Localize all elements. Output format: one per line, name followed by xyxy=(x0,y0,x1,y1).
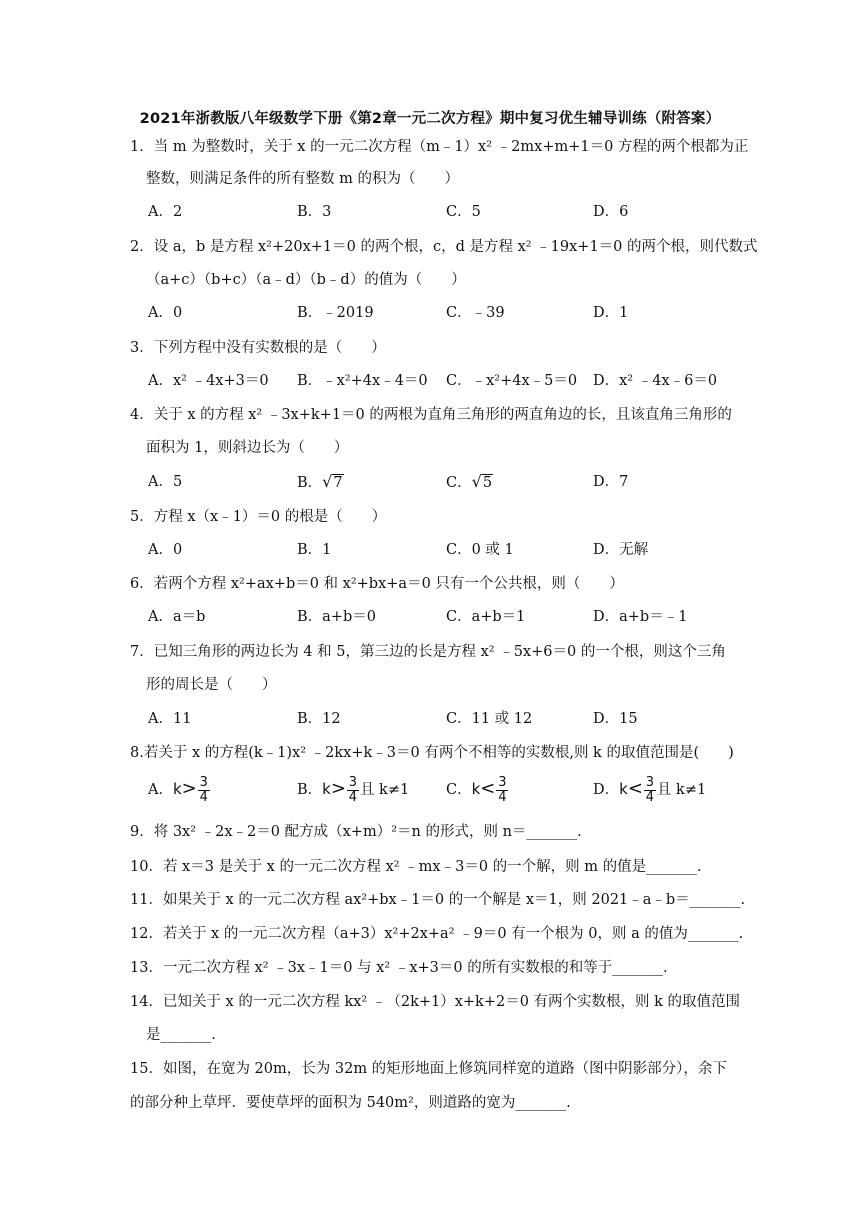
q4-option-b-label: B． xyxy=(297,475,323,491)
q8-c-num: 3 xyxy=(498,774,507,790)
q2-line1: 2．设 a，b 是方程 x²+20x+1＝0 的两个根，c，d 是方程 x² ﹣19x+1＝0 的两个根，则代数式 xyxy=(130,239,758,255)
q8-line1: 8.若关于 x 的方程(k﹣1)x² ﹣2kx+k﹣3＝0 有两个不相等的实数根,则 k 的取值范围是( ) xyxy=(130,745,734,761)
q8-d-fraction xyxy=(644,776,656,805)
q8-a-fraction xyxy=(198,776,210,805)
q8-option-c[interactable] xyxy=(446,772,509,807)
q1-option-b[interactable]: B．3 xyxy=(297,204,332,220)
q8-d-suffix: 且 k≠1 xyxy=(656,782,707,798)
q5-option-d[interactable]: D．无解 xyxy=(593,542,649,558)
q5-option-a[interactable]: A．0 xyxy=(148,542,183,558)
q13-line: 13．一元二次方程 x² ﹣3x﹣1＝0 与 x² ﹣x+3＝0 的所有实数根的和等于_______. xyxy=(130,960,668,976)
page-title: 2021年浙教版八年级数学下册《第2章一元二次方程》期中复习优生辅导训练（附答案） xyxy=(139,111,721,127)
q2-option-a[interactable]: A．0 xyxy=(148,305,183,321)
q7-option-b[interactable]: B．12 xyxy=(297,711,341,727)
q5-option-c[interactable]: C．0 或 1 xyxy=(446,542,514,558)
q2-option-d[interactable]: D．1 xyxy=(593,305,629,321)
q15-line1: 15．如图，在宽为 20m，长为 32m 的矩形地面上修筑同样宽的道路（图中阴影部分），余下 xyxy=(130,1061,727,1077)
q4-option-a[interactable]: A．5 xyxy=(148,474,183,490)
q6-option-a[interactable]: A．a＝b xyxy=(148,609,206,625)
q8-a-den: 4 xyxy=(199,789,208,805)
q7-line2: 形的周长是（ ） xyxy=(146,677,277,693)
q8-a-gt: > xyxy=(181,778,197,799)
q14-line1: 14．已知关于 x 的一元二次方程 kx² ﹣（2k+1）x+k+2＝0 有两个实数根，则 k 的取值范围 xyxy=(130,994,741,1010)
q5-line1: 5．方程 x（x﹣1）＝0 的根是（ ） xyxy=(130,509,387,525)
q8-b-suffix: 且 k≠1 xyxy=(359,782,410,798)
q6-option-d[interactable]: D．a+b＝﹣1 xyxy=(593,609,688,625)
q8-option-d[interactable] xyxy=(593,772,706,807)
q6-line1: 6．若两个方程 x²+ax+b＝0 和 x²+bx+a＝0 只有一个公共根，则（ ） xyxy=(130,576,624,592)
q3-option-b[interactable]: B．﹣x²+4x﹣4＝0 xyxy=(297,373,428,389)
q11-line: 11．如果关于 x 的一元二次方程 ax²+bx﹣1＝0 的一个解是 x＝1，则 2021﹣a﹣b＝_______. xyxy=(130,892,746,908)
q8-d-k: k xyxy=(619,780,628,798)
q1-option-d[interactable]: D．6 xyxy=(593,204,629,220)
sqrt-icon: √ xyxy=(471,472,482,491)
q4-radicand-7: 7 xyxy=(333,475,343,491)
q2-option-c[interactable]: C．﹣39 xyxy=(446,305,505,321)
q8-c-den: 4 xyxy=(498,789,507,805)
q8-b-gt: > xyxy=(330,778,346,799)
q8-option-a[interactable] xyxy=(148,772,211,807)
q8-c-fraction xyxy=(496,776,508,805)
q8-a-num: 3 xyxy=(199,774,208,790)
q8-option-b[interactable] xyxy=(297,772,409,807)
q8-d-den: 4 xyxy=(645,789,655,805)
q3-option-d[interactable]: D．x² ﹣4x﹣6＝0 xyxy=(593,373,718,389)
q4-line2: 面积为 1，则斜边长为（ ） xyxy=(146,440,349,456)
q4-radicand-5: 5 xyxy=(482,475,493,491)
q8-d-lt: < xyxy=(627,778,643,799)
q3-option-a[interactable]: A．x² ﹣4x+3＝0 xyxy=(148,373,269,389)
q9-line: 9．将 3x² ﹣2x﹣2＝0 配方成（x+m）²＝n 的形式，则 n＝_______. xyxy=(130,824,582,840)
q7-line1: 7．已知三角形的两边长为 4 和 5，第三边的长是方程 x² ﹣5x+6＝0 的一个根，则这个三角 xyxy=(130,644,726,660)
q8-b-den: 4 xyxy=(348,789,358,805)
q7-option-d[interactable]: D．15 xyxy=(593,711,638,727)
q1-option-a[interactable]: A．2 xyxy=(148,204,183,220)
q7-option-c[interactable]: C．11 或 12 xyxy=(446,711,533,727)
q8-b-k: k xyxy=(322,780,331,798)
q2-option-b[interactable]: B．﹣2019 xyxy=(297,305,374,321)
q4-option-c-label: C． xyxy=(446,475,472,491)
q14-line2: 是_______. xyxy=(146,1027,216,1043)
q1-option-c[interactable]: C．5 xyxy=(446,204,481,220)
q1-line1: 1．当 m 为整数时，关于 x 的一元二次方程（m﹣1）x² ﹣2mx+m+1＝0 方程的两个根都为正 xyxy=(130,139,749,155)
q4-option-b[interactable] xyxy=(297,473,344,492)
q8-c-lt: < xyxy=(480,778,496,799)
q1-line2: 整数，则满足条件的所有整数 m 的积为（ ） xyxy=(146,171,459,187)
q8-a-k: k xyxy=(172,780,182,798)
q12-line: 12．若关于 x 的一元二次方程（a+3）x²+2x+a² ﹣9＝0 有一个根为 0，则 a 的值为_______. xyxy=(130,926,744,942)
q8-c-k: k xyxy=(471,780,481,798)
q3-line1: 3．下列方程中没有实数根的是（ ） xyxy=(130,340,386,356)
q5-option-b[interactable]: B．1 xyxy=(297,542,332,558)
q6-option-c[interactable]: C．a+b＝1 xyxy=(446,609,526,625)
q10-line: 10．若 x＝3 是关于 x 的一元二次方程 x² ﹣mx﹣3＝0 的一个解，则 m 的值是_______. xyxy=(130,859,702,875)
q6-option-b[interactable]: B．a+b＝0 xyxy=(297,609,376,625)
q4-option-c[interactable] xyxy=(446,473,493,492)
q15-line2: 的部分种上草坪．要使草坪的面积为 540m²，则道路的宽为_______. xyxy=(130,1095,571,1111)
q7-option-a[interactable]: A．11 xyxy=(148,711,192,727)
q3-option-c[interactable]: C．﹣x²+4x﹣5＝0 xyxy=(446,373,578,389)
q2-line2: （a+c）（b+c）（a﹣d）（b﹣d）的值为（ ） xyxy=(146,272,466,288)
q8-option-c-label: C． xyxy=(446,782,472,798)
q8-option-b-label: B． xyxy=(297,782,323,798)
q4-option-d[interactable]: D．7 xyxy=(593,474,629,490)
q4-line1: 4．关于 x 的方程 x² ﹣3x+k+1＝0 的两根为直角三角形的两直角边的长，且该直角三角形的 xyxy=(130,407,732,423)
sqrt-icon: √ xyxy=(322,472,333,491)
q8-b-num: 3 xyxy=(348,774,358,790)
q8-d-num: 3 xyxy=(645,774,655,790)
q8-option-d-label: D． xyxy=(593,782,620,798)
q8-b-fraction xyxy=(347,776,359,805)
q8-option-a-label: A． xyxy=(148,782,173,798)
